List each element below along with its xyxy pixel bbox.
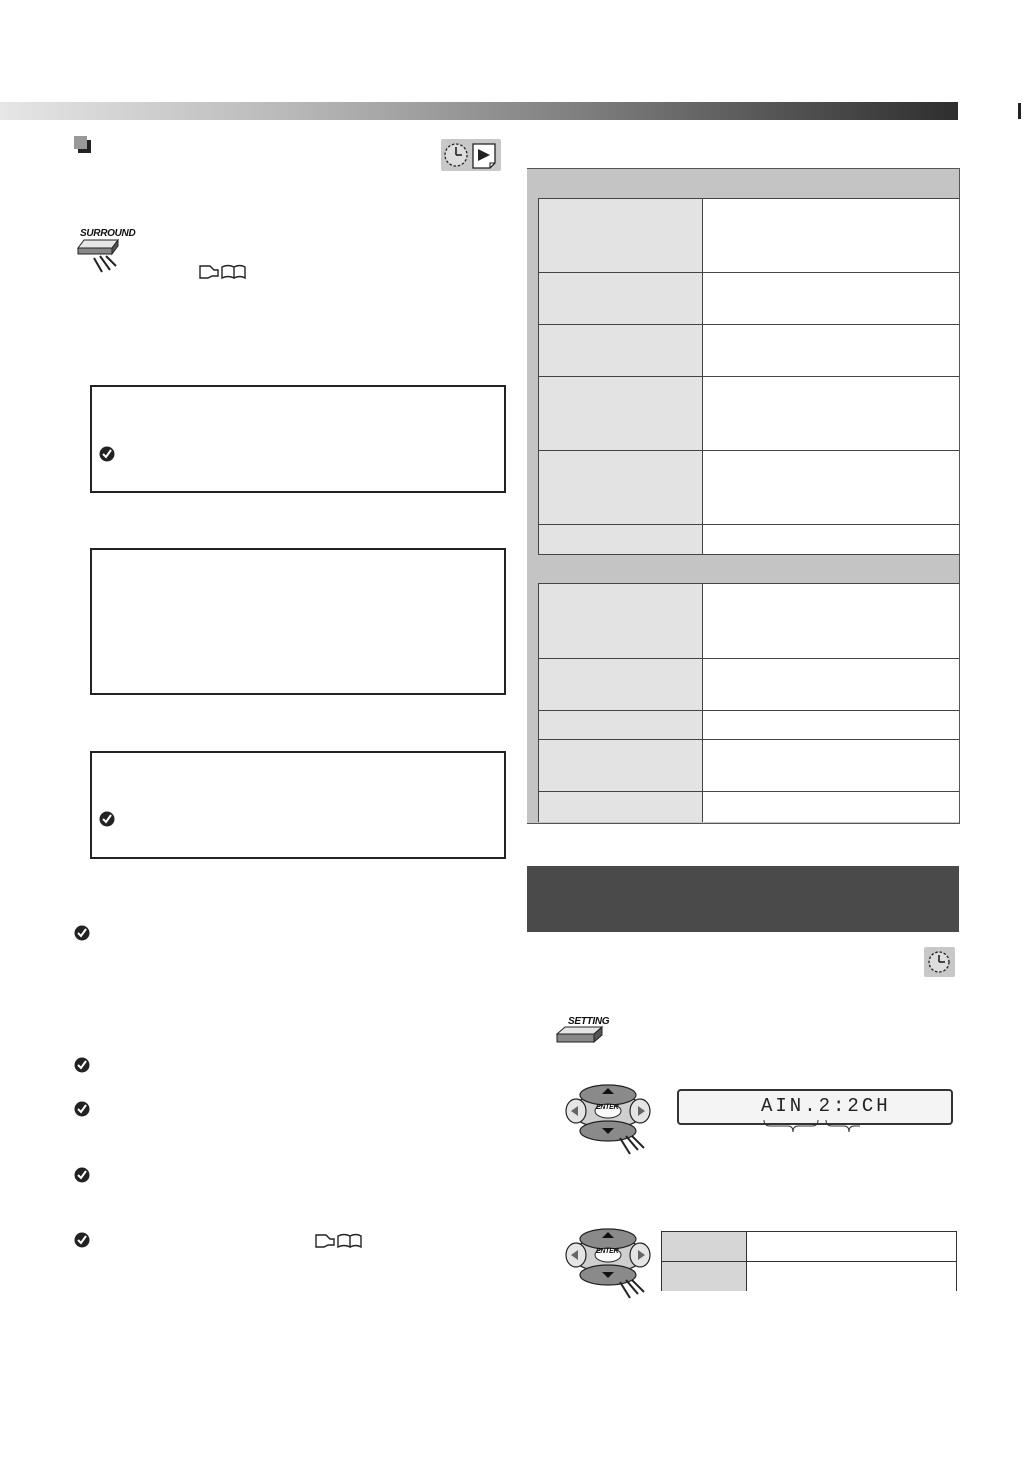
section-header-bar bbox=[527, 866, 959, 932]
lcd-display-text: AIN.2:2CH bbox=[761, 1095, 891, 1117]
table-row bbox=[538, 710, 959, 740]
table-row bbox=[538, 583, 959, 659]
setting-button-illustration bbox=[554, 1018, 614, 1048]
timer-play-icons bbox=[441, 139, 501, 171]
timer-icon bbox=[924, 947, 955, 977]
cursor-pad-illustration bbox=[556, 1226, 656, 1316]
table-row bbox=[538, 272, 959, 325]
check-icon bbox=[74, 1101, 90, 1117]
page-edge-mark bbox=[1018, 103, 1021, 119]
check-icon bbox=[99, 811, 115, 827]
check-icon bbox=[74, 1232, 90, 1248]
table-row bbox=[662, 1232, 956, 1262]
table-row bbox=[538, 450, 959, 525]
table-row bbox=[538, 658, 959, 711]
reference-icon bbox=[198, 262, 248, 287]
header-rule bbox=[0, 102, 958, 120]
table-row bbox=[538, 324, 959, 377]
option-table bbox=[661, 1231, 957, 1291]
enter-button-label: ENTER bbox=[596, 1104, 619, 1111]
reference-icon bbox=[314, 1231, 364, 1256]
check-icon bbox=[74, 1167, 90, 1183]
section-square-icon bbox=[74, 136, 87, 149]
note-box bbox=[90, 751, 506, 859]
check-icon bbox=[74, 925, 90, 941]
table-row bbox=[538, 524, 959, 555]
table-row bbox=[538, 791, 959, 822]
table-row bbox=[538, 376, 959, 451]
mode-icons bbox=[441, 139, 501, 171]
enter-button-label: ENTER bbox=[596, 1248, 619, 1255]
lcd-callout-lines bbox=[760, 1120, 860, 1136]
cursor-pad-icon bbox=[556, 1082, 656, 1172]
table-row bbox=[538, 198, 959, 273]
surround-button-label: SURROUND bbox=[80, 228, 136, 239]
hand-book-reference-icon bbox=[198, 262, 248, 282]
table-row bbox=[538, 739, 959, 792]
cursor-pad-icon bbox=[556, 1226, 656, 1316]
mode-icons bbox=[924, 947, 955, 977]
check-icon bbox=[74, 1057, 90, 1073]
cursor-pad-illustration bbox=[556, 1082, 656, 1172]
timer-icon bbox=[445, 144, 467, 166]
hand-book-reference-icon bbox=[314, 1231, 364, 1251]
setting-button-label: SETTING bbox=[568, 1016, 610, 1027]
note-box bbox=[90, 385, 506, 493]
note-box bbox=[90, 548, 506, 695]
play-icon bbox=[473, 144, 495, 168]
table-row bbox=[662, 1262, 956, 1291]
check-icon bbox=[99, 446, 115, 462]
surround-button-illustration bbox=[72, 226, 142, 282]
